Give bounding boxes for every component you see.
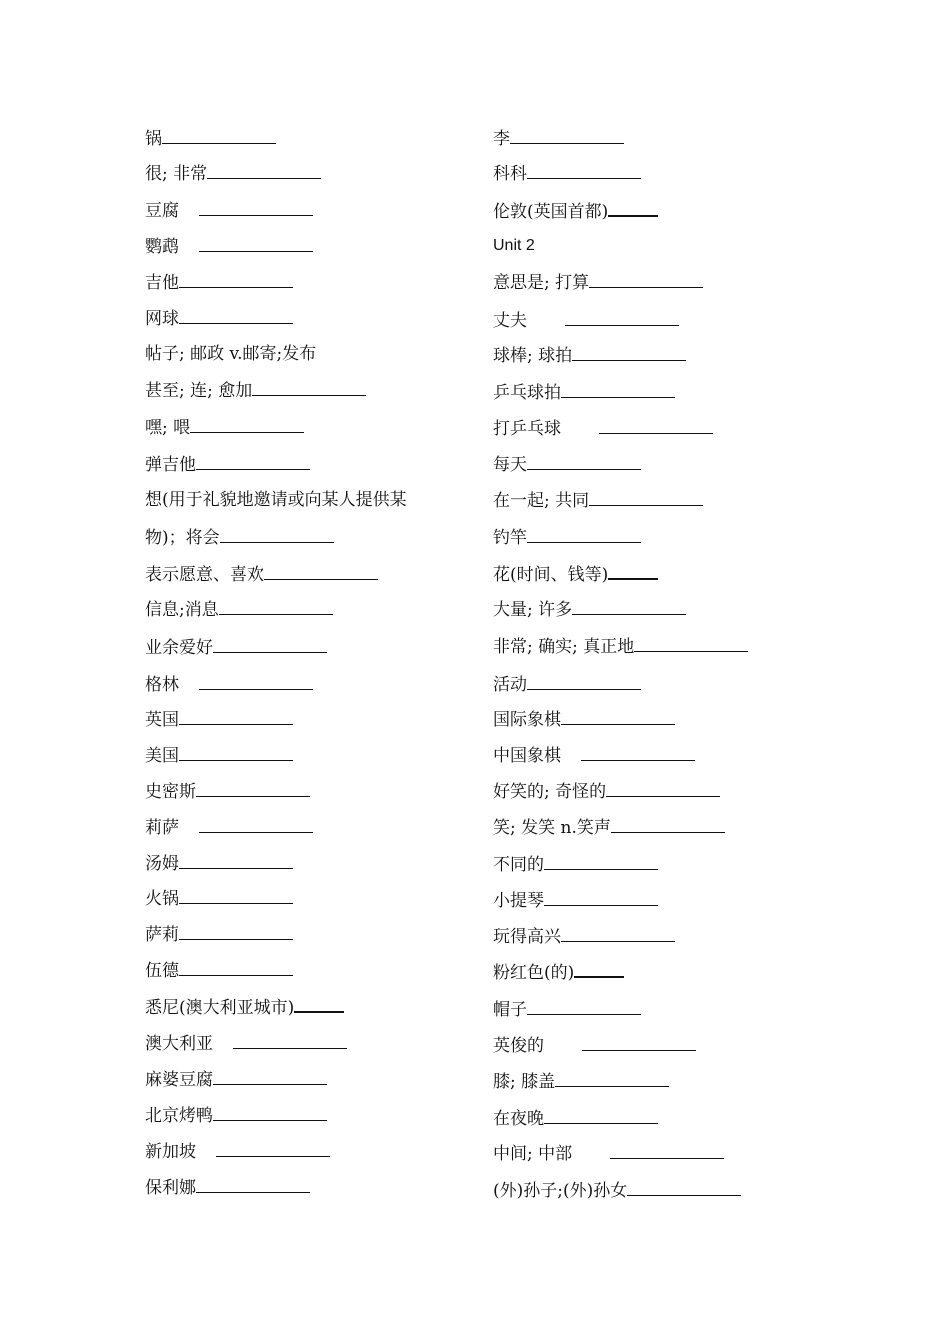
vocab-term: 不同的 (493, 855, 544, 875)
vocab-term: 乒乓球拍 (493, 383, 561, 403)
vocab-term: 帖子; 邮政 v.邮寄;发布 (145, 344, 317, 364)
vocab-term: 钓竿 (493, 528, 527, 548)
vocab-term: 伦敦(英国首都) (493, 202, 609, 222)
vocab-item (493, 959, 624, 983)
vocab-item (145, 1103, 327, 1127)
vocab-item (145, 994, 344, 1018)
vocab-item (145, 1175, 310, 1199)
vocab-term: 粉红色(的) (493, 963, 575, 983)
vocab-item (493, 198, 658, 222)
answer-blank[interactable] (179, 707, 293, 725)
vocab-item (493, 161, 641, 185)
vocab-term: 想(用于礼貌地邀请或向某人提供某 (145, 490, 407, 510)
answer-blank[interactable] (555, 1069, 669, 1087)
answer-blank[interactable] (634, 634, 748, 652)
vocab-item (493, 416, 713, 440)
vocab-term: 汤姆 (145, 854, 179, 874)
vocab-term: 史密斯 (145, 782, 196, 802)
vocab-item (145, 779, 310, 803)
vocab-term: 澳大利亚 (145, 1034, 213, 1054)
vocab-item (493, 525, 641, 549)
vocab-term: 豆腐 (145, 201, 179, 221)
vocab-term: (外)孙子;(外)孙女 (493, 1181, 628, 1201)
vocab-term: 很; 非常 (145, 164, 208, 184)
vocab-item (145, 1139, 330, 1163)
vocab-item (145, 958, 293, 982)
vocab-item (145, 126, 276, 150)
vocab-term: 新加坡 (145, 1142, 196, 1162)
answer-blank[interactable] (599, 416, 713, 434)
vocab-item (493, 488, 703, 512)
answer-blank[interactable] (199, 234, 313, 252)
vocab-item (145, 597, 333, 621)
vocab-term: 吉他 (145, 273, 179, 293)
vocab-item (493, 779, 720, 803)
vocab-term: 悉尼(澳大利亚城市) (145, 998, 295, 1018)
answer-blank[interactable] (581, 743, 695, 761)
vocab-term: 网球 (145, 309, 179, 329)
vocab-item (145, 452, 310, 476)
answer-blank[interactable] (527, 452, 641, 470)
answer-blank[interactable] (179, 886, 293, 904)
answer-blank[interactable] (196, 1175, 310, 1193)
answer-blank[interactable] (199, 198, 313, 216)
vocab-term: 美国 (145, 746, 179, 766)
vocab-term: 鹦鹉 (145, 237, 179, 257)
answer-blank[interactable] (561, 924, 675, 942)
answer-blank[interactable] (561, 380, 675, 398)
answer-blank[interactable] (213, 635, 327, 653)
vocab-term: 膝; 膝盖 (493, 1072, 556, 1092)
vocab-item (493, 743, 695, 767)
answer-blank[interactable] (527, 997, 641, 1015)
vocab-term: 活动 (493, 675, 527, 695)
vocab-item (493, 1178, 741, 1202)
vocab-item (493, 308, 679, 332)
answer-blank[interactable] (294, 994, 344, 1013)
vocab-item (145, 415, 304, 439)
answer-blank[interactable] (589, 270, 703, 288)
vocab-item (145, 1067, 327, 1091)
vocab-item (493, 1033, 696, 1057)
answer-blank[interactable] (527, 161, 641, 179)
vocab-item (145, 886, 293, 910)
vocab-item (493, 1069, 669, 1093)
answer-blank[interactable] (216, 1139, 330, 1157)
answer-blank[interactable] (606, 779, 720, 797)
vocab-term: 表示愿意、喜欢 (145, 565, 264, 585)
vocab-item (493, 672, 641, 696)
vocab-item (493, 561, 658, 585)
unit-heading-text: Unit 2 (493, 237, 535, 254)
vocab-term: 帽子 (493, 1000, 527, 1020)
answer-blank[interactable] (233, 1031, 347, 1049)
vocab-item (493, 852, 658, 876)
answer-blank[interactable] (179, 958, 293, 976)
vocab-item (493, 380, 675, 404)
vocab-item (493, 707, 675, 731)
answer-blank[interactable] (207, 161, 321, 179)
vocab-item (493, 1141, 724, 1165)
vocab-item (493, 452, 641, 476)
vocab-item (145, 743, 293, 767)
vocab-term: 嘿; 喂 (145, 418, 191, 438)
vocab-item (493, 634, 748, 658)
vocab-term: 打乒乓球 (493, 419, 561, 439)
answer-blank[interactable] (627, 1178, 741, 1196)
vocab-item (145, 378, 366, 402)
answer-blank[interactable] (213, 1103, 327, 1121)
answer-blank[interactable] (179, 851, 293, 869)
answer-blank[interactable] (574, 959, 624, 978)
answer-blank[interactable] (264, 562, 378, 580)
vocab-term: 李 (493, 129, 510, 149)
vocab-item (145, 270, 293, 294)
answer-blank[interactable] (561, 707, 675, 725)
vocab-term: 国际象棋 (493, 710, 561, 730)
vocab-item (493, 597, 686, 621)
vocab-item (493, 1106, 658, 1130)
answer-blank[interactable] (190, 415, 304, 433)
vocab-term: 中间; 中部 (493, 1144, 573, 1164)
answer-blank[interactable] (610, 1141, 724, 1159)
answer-blank[interactable] (544, 888, 658, 906)
answer-blank[interactable] (196, 779, 310, 797)
answer-blank[interactable] (572, 597, 686, 615)
answer-blank[interactable] (219, 597, 333, 615)
vocab-term: 非常; 确实; 真正地 (493, 637, 635, 657)
vocab-item (493, 270, 703, 294)
vocab-item (145, 922, 293, 946)
answer-blank[interactable] (565, 308, 679, 326)
vocab-item (145, 815, 313, 839)
answer-blank[interactable] (544, 852, 658, 870)
vocab-item (145, 306, 293, 330)
vocab-item (145, 488, 407, 512)
vocab-term: 意思是; 打算 (493, 273, 590, 293)
vocab-term: 每天 (493, 455, 527, 475)
answer-blank[interactable] (510, 126, 624, 144)
unit-heading (493, 234, 535, 258)
vocab-term: 英俊的 (493, 1036, 544, 1056)
answer-blank[interactable] (179, 922, 293, 940)
vocab-term: 业余爱好 (145, 638, 213, 658)
answer-blank[interactable] (544, 1106, 658, 1124)
vocab-item (145, 234, 313, 258)
vocab-term: 莉萨 (145, 818, 179, 838)
answer-blank[interactable] (611, 815, 725, 833)
vocab-item (145, 342, 316, 366)
vocab-term: 英国 (145, 710, 179, 730)
vocab-term: 麻婆豆腐 (145, 1070, 213, 1090)
answer-blank[interactable] (572, 343, 686, 361)
vocab-term: 中国象棋 (493, 746, 561, 766)
vocab-term: 火锅 (145, 889, 179, 909)
vocab-term: 格林 (145, 675, 179, 695)
vocab-term: 玩得高兴 (493, 927, 561, 947)
vocab-item (145, 198, 313, 222)
answer-blank[interactable] (582, 1033, 696, 1051)
vocab-item (145, 672, 313, 696)
answer-blank[interactable] (213, 1067, 327, 1085)
vocab-term: 弹吉他 (145, 455, 196, 475)
vocab-item (145, 851, 293, 875)
vocab-term: 保利娜 (145, 1178, 196, 1198)
answer-blank[interactable] (162, 126, 276, 144)
vocab-item (145, 1031, 347, 1055)
answer-blank[interactable] (527, 525, 641, 543)
answer-blank[interactable] (527, 672, 641, 690)
vocab-item (145, 707, 293, 731)
answer-blank[interactable] (589, 488, 703, 506)
vocab-term: 笑; 发笑 n.笑声 (493, 818, 611, 838)
vocab-term: 在一起; 共同 (493, 491, 590, 511)
vocab-term: 甚至; 连; 愈加 (145, 381, 253, 401)
vocab-term: 萨莉 (145, 925, 179, 945)
vocab-term: 球棒; 球拍 (493, 346, 573, 366)
vocab-term: 小提琴 (493, 891, 544, 911)
vocab-item (145, 635, 327, 659)
vocab-item (493, 924, 675, 948)
answer-blank[interactable] (252, 378, 366, 396)
answer-blank[interactable] (608, 198, 658, 217)
vocab-term: 在夜晚 (493, 1109, 544, 1129)
vocab-term: 物)；将会 (145, 528, 220, 548)
vocab-item (493, 343, 686, 367)
vocab-term: 伍德 (145, 961, 179, 981)
vocab-item (493, 815, 725, 839)
answer-blank[interactable] (199, 815, 313, 833)
answer-blank[interactable] (179, 270, 293, 288)
vocab-item (145, 562, 378, 586)
vocab-term: 好笑的; 奇怪的 (493, 782, 607, 802)
vocab-term: 大量; 许多 (493, 600, 573, 620)
vocab-item (493, 126, 624, 150)
answer-blank[interactable] (179, 743, 293, 761)
answer-blank[interactable] (608, 561, 658, 580)
vocab-item (145, 525, 334, 549)
vocab-item (145, 161, 321, 185)
vocab-item (493, 997, 641, 1021)
vocab-item (493, 888, 658, 912)
vocab-term: 丈夫 (493, 311, 527, 331)
vocab-term: 锅 (145, 129, 162, 149)
answer-blank[interactable] (199, 672, 313, 690)
answer-blank[interactable] (220, 525, 334, 543)
answer-blank[interactable] (179, 306, 293, 324)
vocab-term: 北京烤鸭 (145, 1106, 213, 1126)
answer-blank[interactable] (196, 452, 310, 470)
vocab-term: 花(时间、钱等) (493, 565, 609, 585)
vocab-term: 科科 (493, 164, 527, 184)
vocab-term: 信息;消息 (145, 600, 219, 620)
